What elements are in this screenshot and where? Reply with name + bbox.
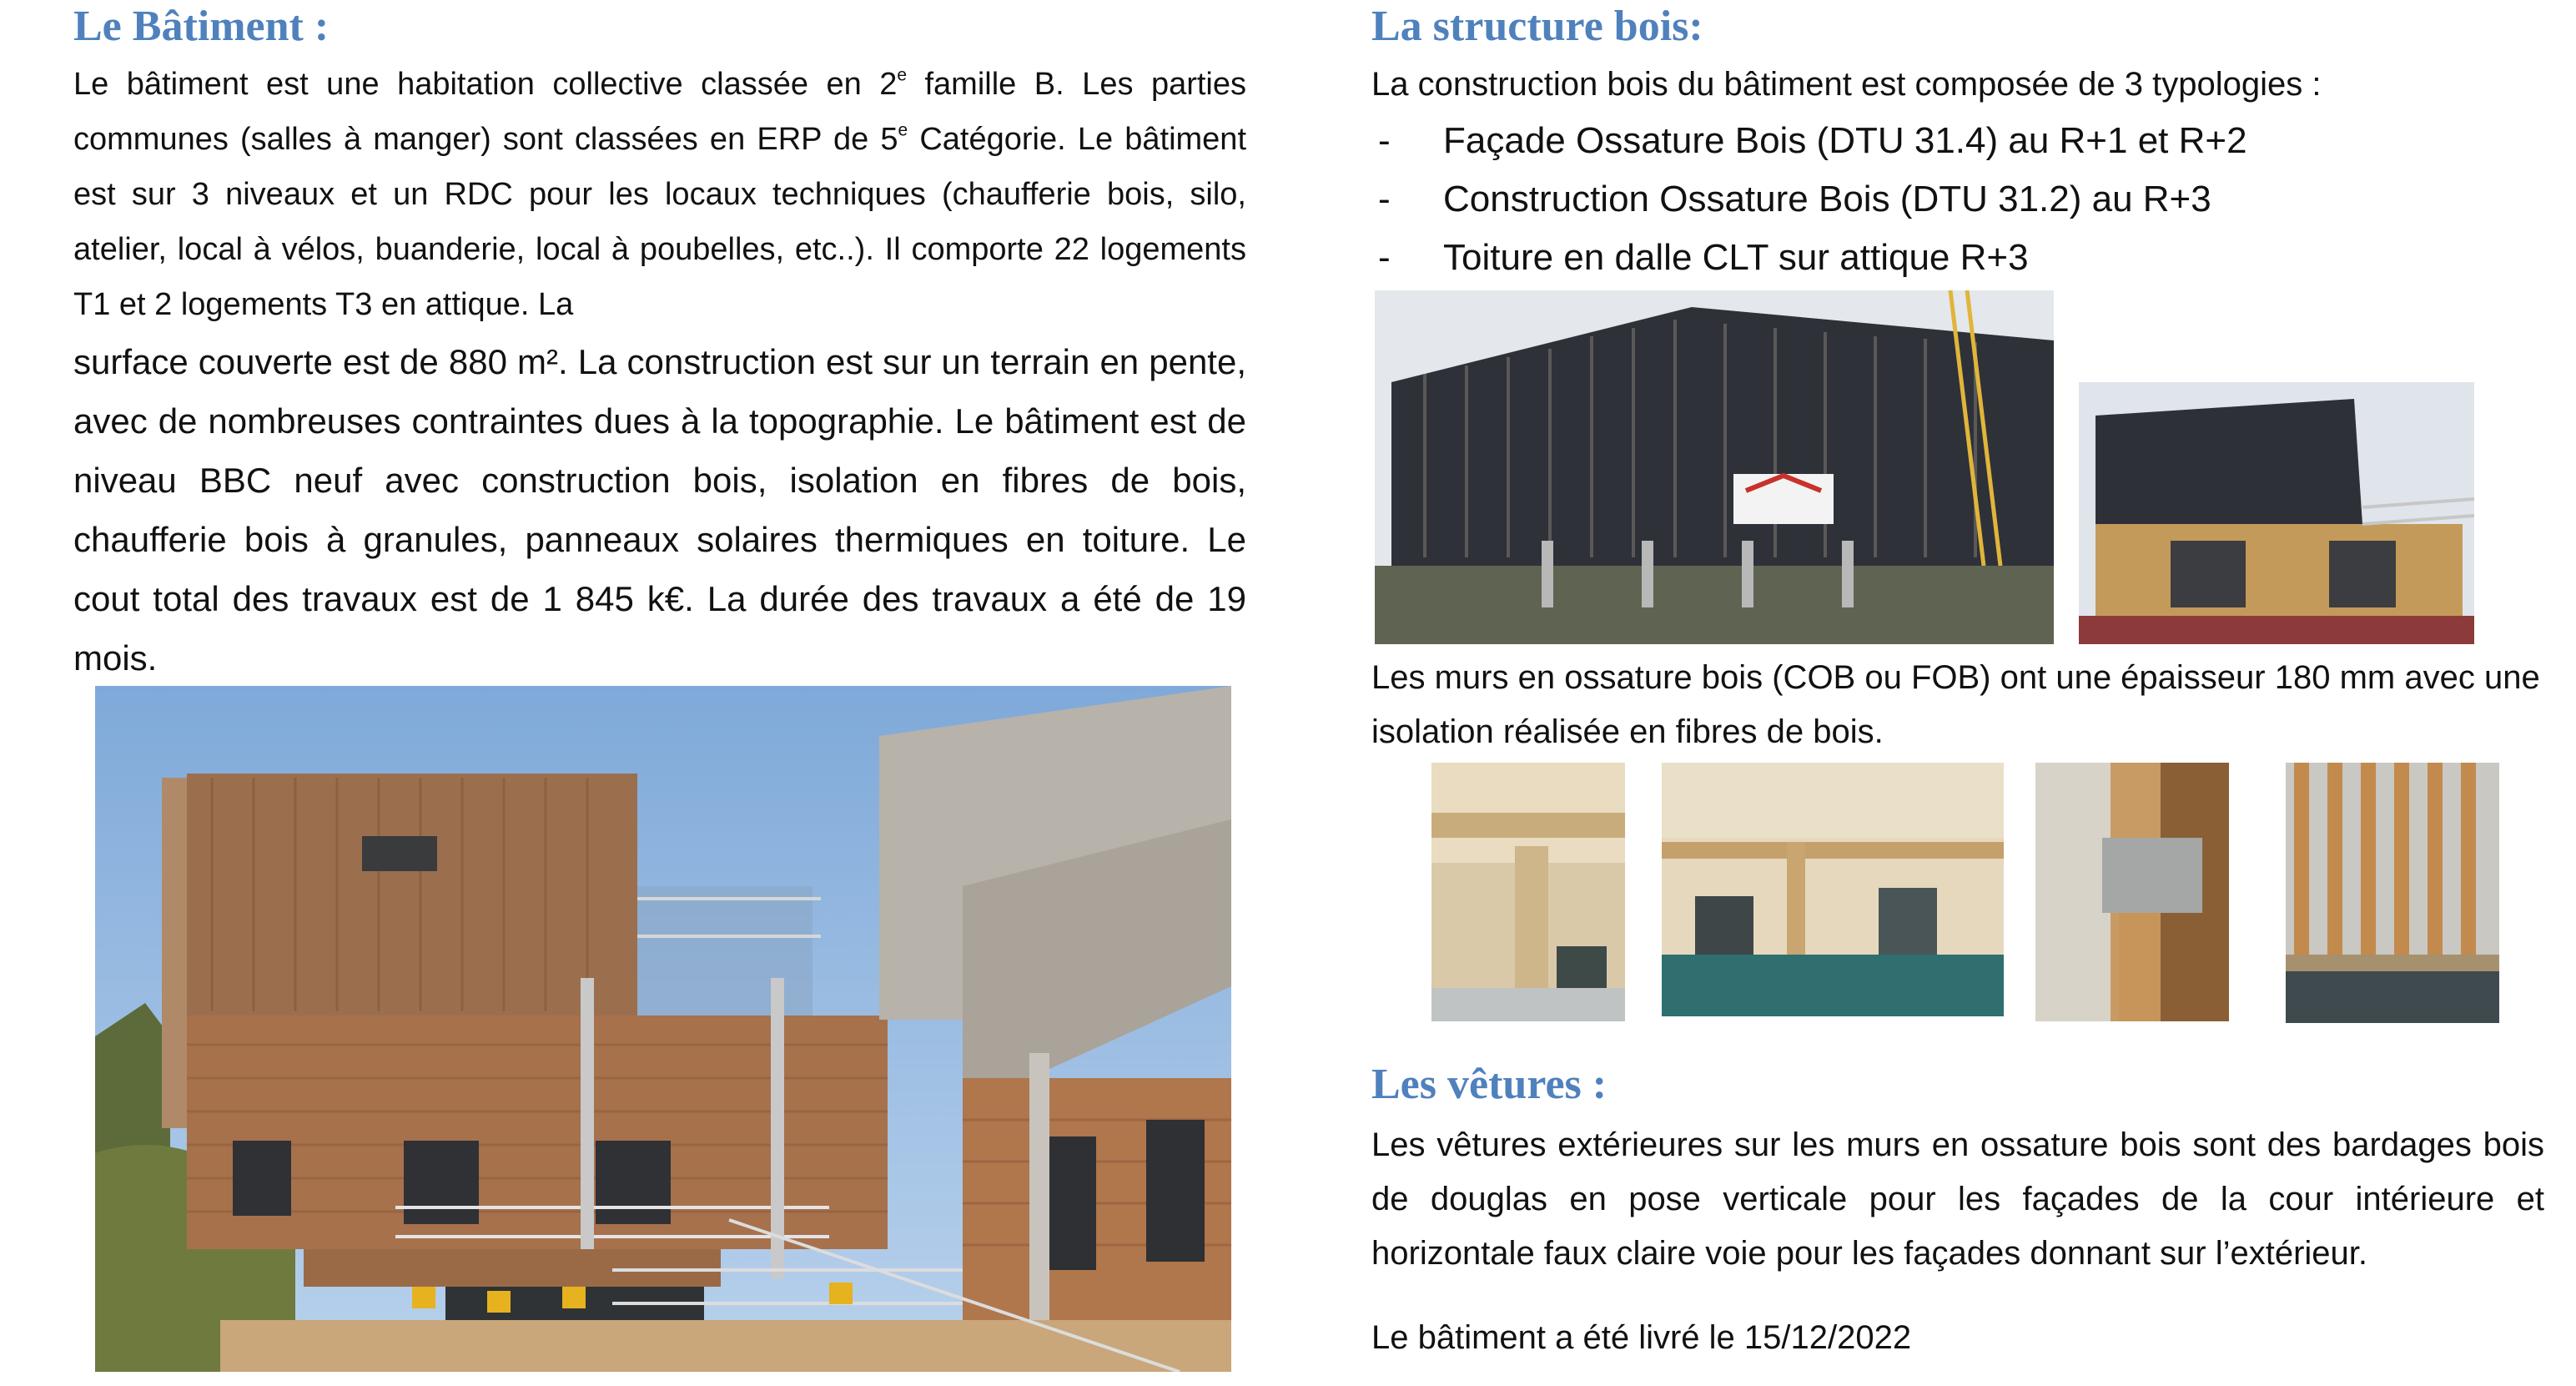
interior-illustration-1 — [1431, 763, 1625, 1021]
construction-photo-1 — [1375, 290, 2054, 644]
interior-illustration-2 — [1662, 763, 2004, 1016]
typology-item — [1371, 229, 2544, 287]
interior-photo-4 — [2286, 763, 2499, 1023]
typology-item — [1371, 170, 2544, 229]
vetures-paragraph: Les vêtures extérieures sur les murs en ossature bois sont des bardages bois de douglas en pose verticale pour les façades de la cour intérieure et horizontale faux claire voie pour les façades donnant sur l’extérieur. — [1371, 1126, 2544, 1272]
structure-intro: La construction bois du bâtiment est composée de 3 typologies : — [1371, 66, 2322, 103]
interior-photo-2 — [1662, 763, 2004, 1016]
bullet-dash: - — [1378, 237, 1391, 278]
typology-label: Façade Ossature Bois (DTU 31.4) au R+1 et R+2 — [1443, 120, 2247, 161]
delivery-date: Le bâtiment a été livré le 15/12/2022 — [1371, 1319, 1912, 1356]
ordinal-sup-1: e — [897, 65, 907, 85]
bullet-dash: - — [1378, 179, 1391, 219]
typology-label: Construction Ossature Bois (DTU 31.2) au R+3 — [1443, 179, 2211, 219]
heading-vetures: Les vêtures : — [1371, 1061, 1607, 1108]
interior-photo-1 — [1431, 763, 1625, 1021]
interior-illustration-3 — [2035, 763, 2229, 1021]
heading-le-batiment: Le Bâtiment : — [73, 3, 330, 50]
bullet-dash: - — [1378, 120, 1391, 161]
building-paragraph-a — [73, 57, 1246, 332]
typology-item — [1371, 112, 2544, 170]
para-a-text-2: famille B. Les parties communes (salles à manger) sont classées en ERP de 5 — [73, 67, 1246, 157]
interior-illustration-4 — [2286, 763, 2499, 1023]
construction-illustration-1 — [1375, 290, 2054, 644]
heading-structure-bois: La structure bois: — [1371, 3, 1703, 50]
building-paragraph-b: surface couverte est de 880 m². La construction est sur un terrain en pente, avec de nombreuses contraintes dues à la topographie. Le bâtiment est de niveau BBC neuf avec construction bois, isolation en fibres de bois, chaufferie bois à granules, panneaux solaires thermiques en toiture. Le cout total des travaux est de 1 845 k€. La durée des travaux a été de 19 mois. — [73, 342, 1246, 678]
typology-label: Toiture en dalle CLT sur attique R+3 — [1443, 237, 2029, 278]
para-a-text-3: Catégorie. Le bâtiment est sur 3 niveaux et un RDC pour les locaux techniques (chaufferie bois, silo, atelier, local à vélos, buanderie, local à poubelles, etc..). Il comporte 22 logements T1 et 2 logements T3 en attique. La — [73, 122, 1246, 322]
interior-photo-3 — [2035, 763, 2229, 1021]
para-a-text-1: Le bâtiment est une habitation collective classée en 2 — [73, 67, 898, 102]
ordinal-sup-2: e — [898, 120, 908, 140]
building-exterior-illustration — [95, 686, 1231, 1372]
walls-paragraph: Les murs en ossature bois (COB ou FOB) ont une épaisseur 180 mm avec une isolation réalisée en fibres de bois. — [1371, 659, 2540, 750]
building-exterior-photo — [95, 686, 1231, 1372]
typologies-list — [1371, 112, 2544, 287]
left-column — [73, 0, 1246, 688]
construction-illustration-2 — [2079, 382, 2474, 644]
construction-photo-2 — [2079, 382, 2474, 644]
right-column — [1371, 0, 2544, 287]
